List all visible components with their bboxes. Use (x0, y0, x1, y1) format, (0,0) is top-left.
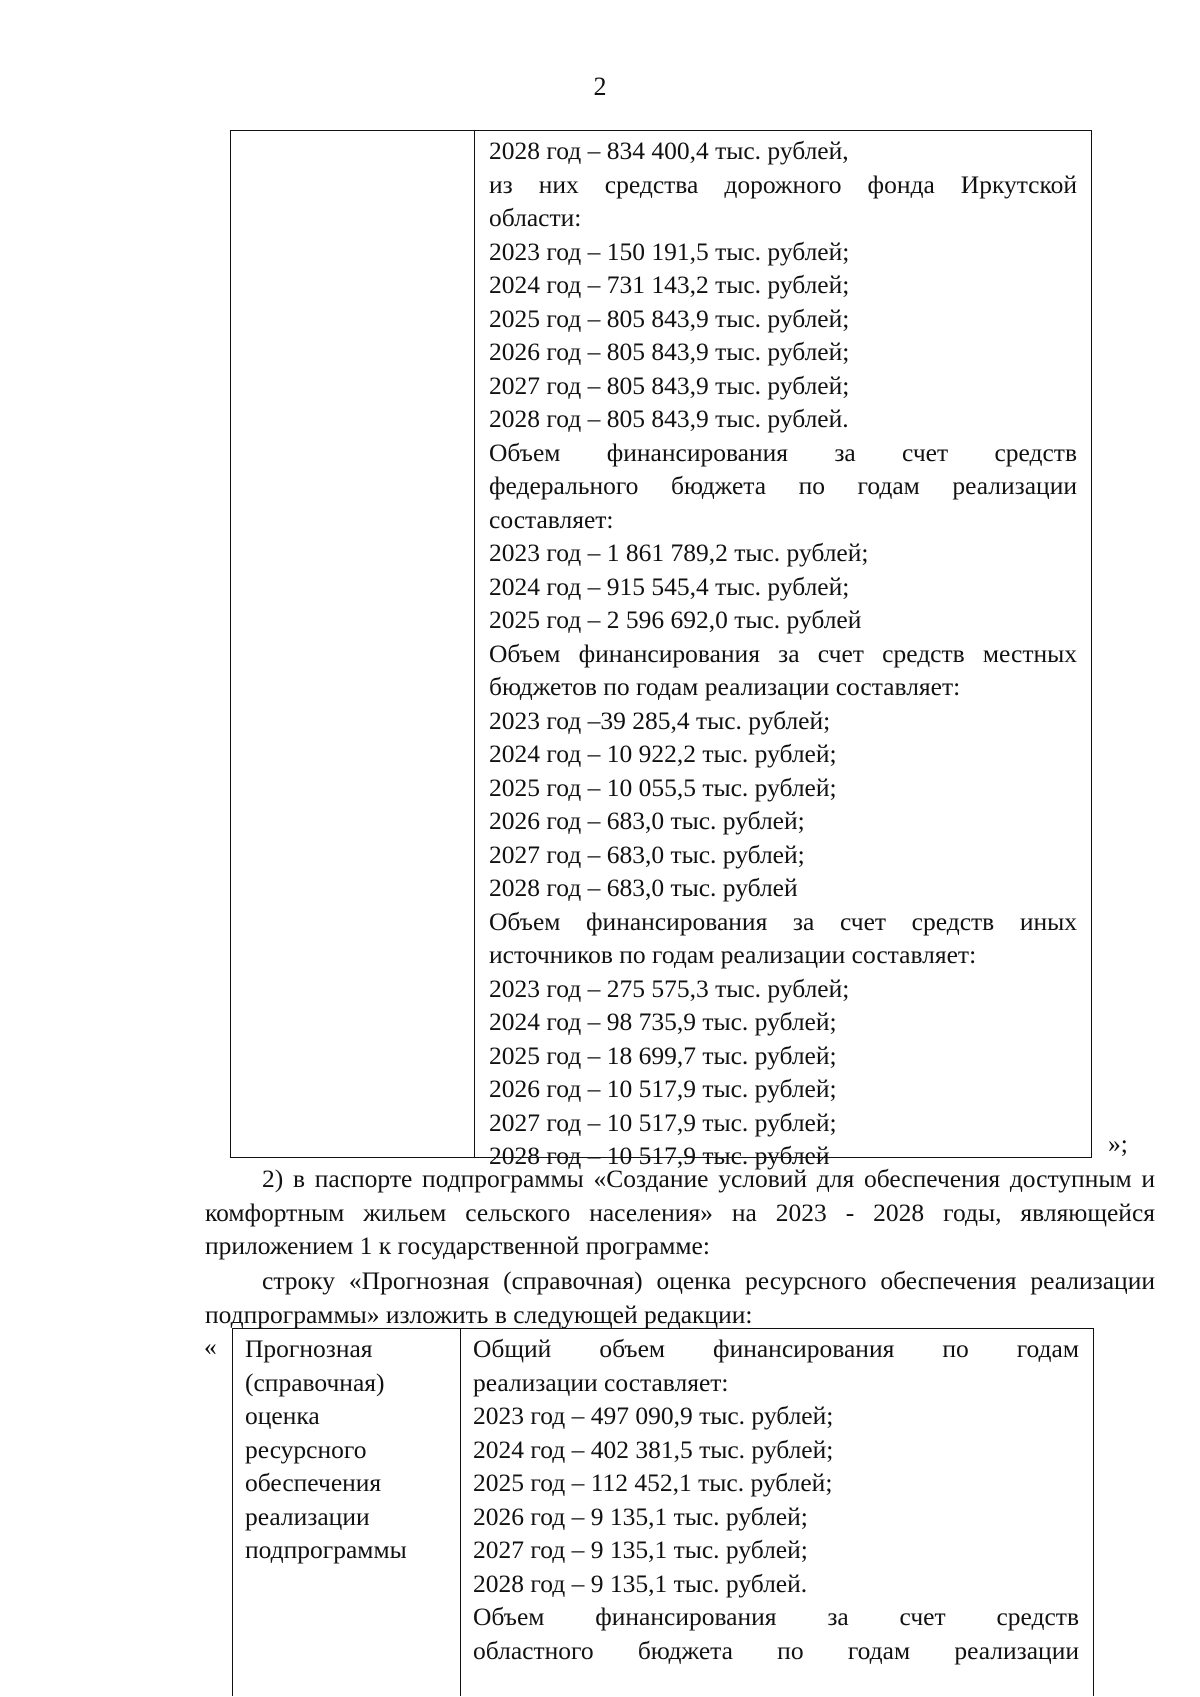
page-number: 2 (593, 72, 607, 101)
resource-estimate-table (232, 1328, 1094, 1696)
opening-quote-mark: « (204, 1332, 217, 1361)
table-left-cell (231, 131, 475, 1157)
text-line: 2026 год – 10 517,9 тыс. рублей; (489, 1074, 837, 1103)
paragraph-text: строку «Прогнозная (справочная) оценка ресурсного обеспечения реализации подпрограммы» изложить в следующей редакции: (205, 1266, 1155, 1329)
text-line: составляет: (489, 504, 614, 534)
text-line: 2026 год – 805 843,9 тыс. рублей; (489, 337, 850, 366)
text-line: 2024 год – 915 545,4 тыс. рублей; (489, 571, 850, 601)
text-line: 2028 год – 10 517,9 тыс. рублей (489, 1141, 830, 1170)
text-line: 2026 год – 9 135,1 тыс. рублей; (473, 1501, 808, 1531)
text-line: 2025 год – 2 596 692,0 тыс. рублей (489, 605, 862, 634)
text-line: 2028 год – 683,0 тыс. рублей (489, 873, 798, 902)
text-line: 2023 год – 497 090,9 тыс. рублей; (473, 1401, 834, 1430)
label-line: Прогнозная (245, 1334, 373, 1363)
text-line: 2027 год – 9 135,1 тыс. рублей; (473, 1535, 808, 1564)
text-line: 2024 год – 402 381,5 тыс. рублей; (473, 1434, 834, 1464)
text-line: областного бюджета по годам реализации (473, 1635, 1079, 1665)
funding-table-continuation (230, 130, 1092, 1170)
text-line: 2023 год – 275 575,3 тыс. рублей; (489, 973, 850, 1003)
text-line: 2027 год – 683,0 тыс. рублей; (489, 839, 805, 869)
text-line: области: (489, 203, 582, 232)
text-line: 2024 год – 98 735,9 тыс. рублей; (489, 1007, 837, 1036)
text-line: 2023 год – 1 861 789,2 тыс. рублей; (489, 538, 869, 567)
text-line: Объем финансирования за счет средств иных (489, 906, 1077, 936)
text-line: из них средства дорожного фонда Иркутской (489, 169, 1077, 199)
text-line: бюджетов по годам реализации составляет: (489, 672, 961, 701)
text-line: 2027 год – 805 843,9 тыс. рублей; (489, 370, 850, 400)
paragraph-text: 2) в паспорте подпрограммы «Создание условий для обеспечения доступным и комфортным жильем сельского населения» на 2023 - 2028 годы, являющейся приложением 1 к государственной программе: (205, 1164, 1155, 1260)
text-line: 2026 год – 683,0 тыс. рублей; (489, 806, 805, 835)
text-line: 2025 год – 18 699,7 тыс. рублей; (489, 1040, 837, 1070)
label-line: реализации (245, 1501, 370, 1531)
table-right-cell (489, 134, 1077, 1173)
text-line: 2028 год – 805 843,9 тыс. рублей. (489, 404, 849, 433)
text-line: 2025 год – 10 055,5 тыс. рублей; (489, 772, 837, 802)
text-line: реализации составляет: (473, 1367, 729, 1397)
text-line: источников по годам реализации составляет: (489, 940, 977, 969)
text-line: 2028 год – 9 135,1 тыс. рублей. (473, 1568, 808, 1598)
row-value-cell (473, 1332, 1079, 1667)
text-line: Объем финансирования за счет средств (473, 1602, 1079, 1631)
text-line: федерального бюджета по годам реализации (489, 471, 1077, 500)
text-line: 2024 год – 10 922,2 тыс. рублей; (489, 739, 837, 768)
label-line: ресурсного (245, 1434, 367, 1464)
text-line: 2023 год –39 285,4 тыс. рублей; (489, 705, 831, 735)
text-line: 2025 год – 112 452,1 тыс. рублей; (473, 1468, 833, 1497)
label-line: обеспечения (245, 1468, 382, 1497)
label-line: (справочная) (245, 1367, 385, 1397)
amendment-instruction (205, 1264, 1155, 1331)
row-label-cell (233, 1329, 461, 1696)
text-line: 2024 год – 731 143,2 тыс. рублей; (489, 270, 850, 299)
text-line: 2025 год – 805 843,9 тыс. рублей; (489, 303, 850, 333)
closing-quote-mark: »; (1108, 1129, 1128, 1158)
label-line: оценка (245, 1401, 320, 1430)
text-line: 2027 год – 10 517,9 тыс. рублей; (489, 1107, 837, 1137)
text-line: Общий объем финансирования по годам (473, 1334, 1079, 1363)
amendment-paragraph-2 (205, 1162, 1155, 1263)
label-line: подпрограммы (245, 1535, 407, 1564)
text-line: Объем финансирования за счет средств (489, 437, 1077, 467)
text-line: 2023 год – 150 191,5 тыс. рублей; (489, 236, 850, 266)
text-line: Объем финансирования за счет средств местных (489, 638, 1077, 668)
text-line: 2028 год – 834 400,4 тыс. рублей, (489, 136, 849, 165)
